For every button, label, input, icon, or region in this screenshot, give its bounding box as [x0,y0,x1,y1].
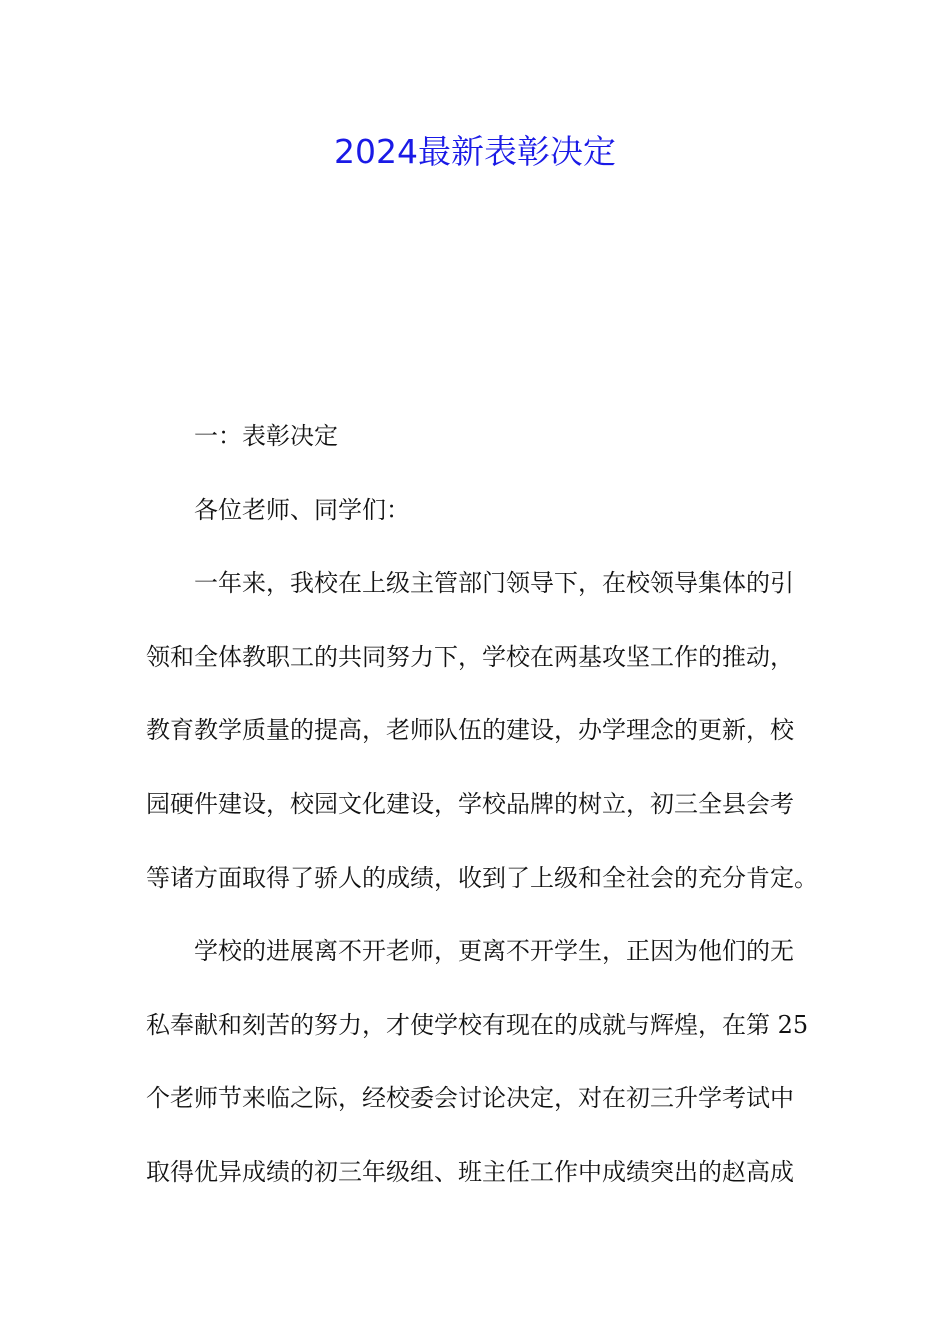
paragraph-1-line: 等诸方面取得了骄人的成绩，收到了上级和全社会的充分肯定。 [146,863,818,892]
paragraph-1-line: 一年来，我校在上级主管部门领导下，在校领导集体的引 [194,569,794,598]
paragraph-2-line: 取得优异成绩的初三年级组、班主任工作中成绩突出的赵高成 [146,1157,794,1186]
paragraph-1-line: 教育教学质量的提高，老师队伍的建设，办学理念的更新，校 [146,716,794,745]
paragraph-1-line: 园硬件建设，校园文化建设，学校品牌的树立，初三全县会考 [146,789,794,818]
paragraph-1-line: 领和全体教职工的共同努力下，学校在两基攻坚工作的推动， [146,642,794,671]
document-body [146,410,818,1220]
salutation: 各位老师、同学们： [194,495,410,524]
paragraph-2-line: 个老师节来临之际，经校委会讨论决定，对在初三升学考试中 [146,1084,794,1113]
document-title: 2024最新表彰决定 [334,132,616,171]
section-heading: 一：表彰决定 [194,422,338,450]
paragraph-2-line: 学校的进展离不开老师，更离不开学生，正因为他们的无 [194,937,794,966]
paragraph-2-line: 私奉献和刻苦的努力，才使学校有现在的成就与辉煌，在第 25 [146,1010,809,1039]
